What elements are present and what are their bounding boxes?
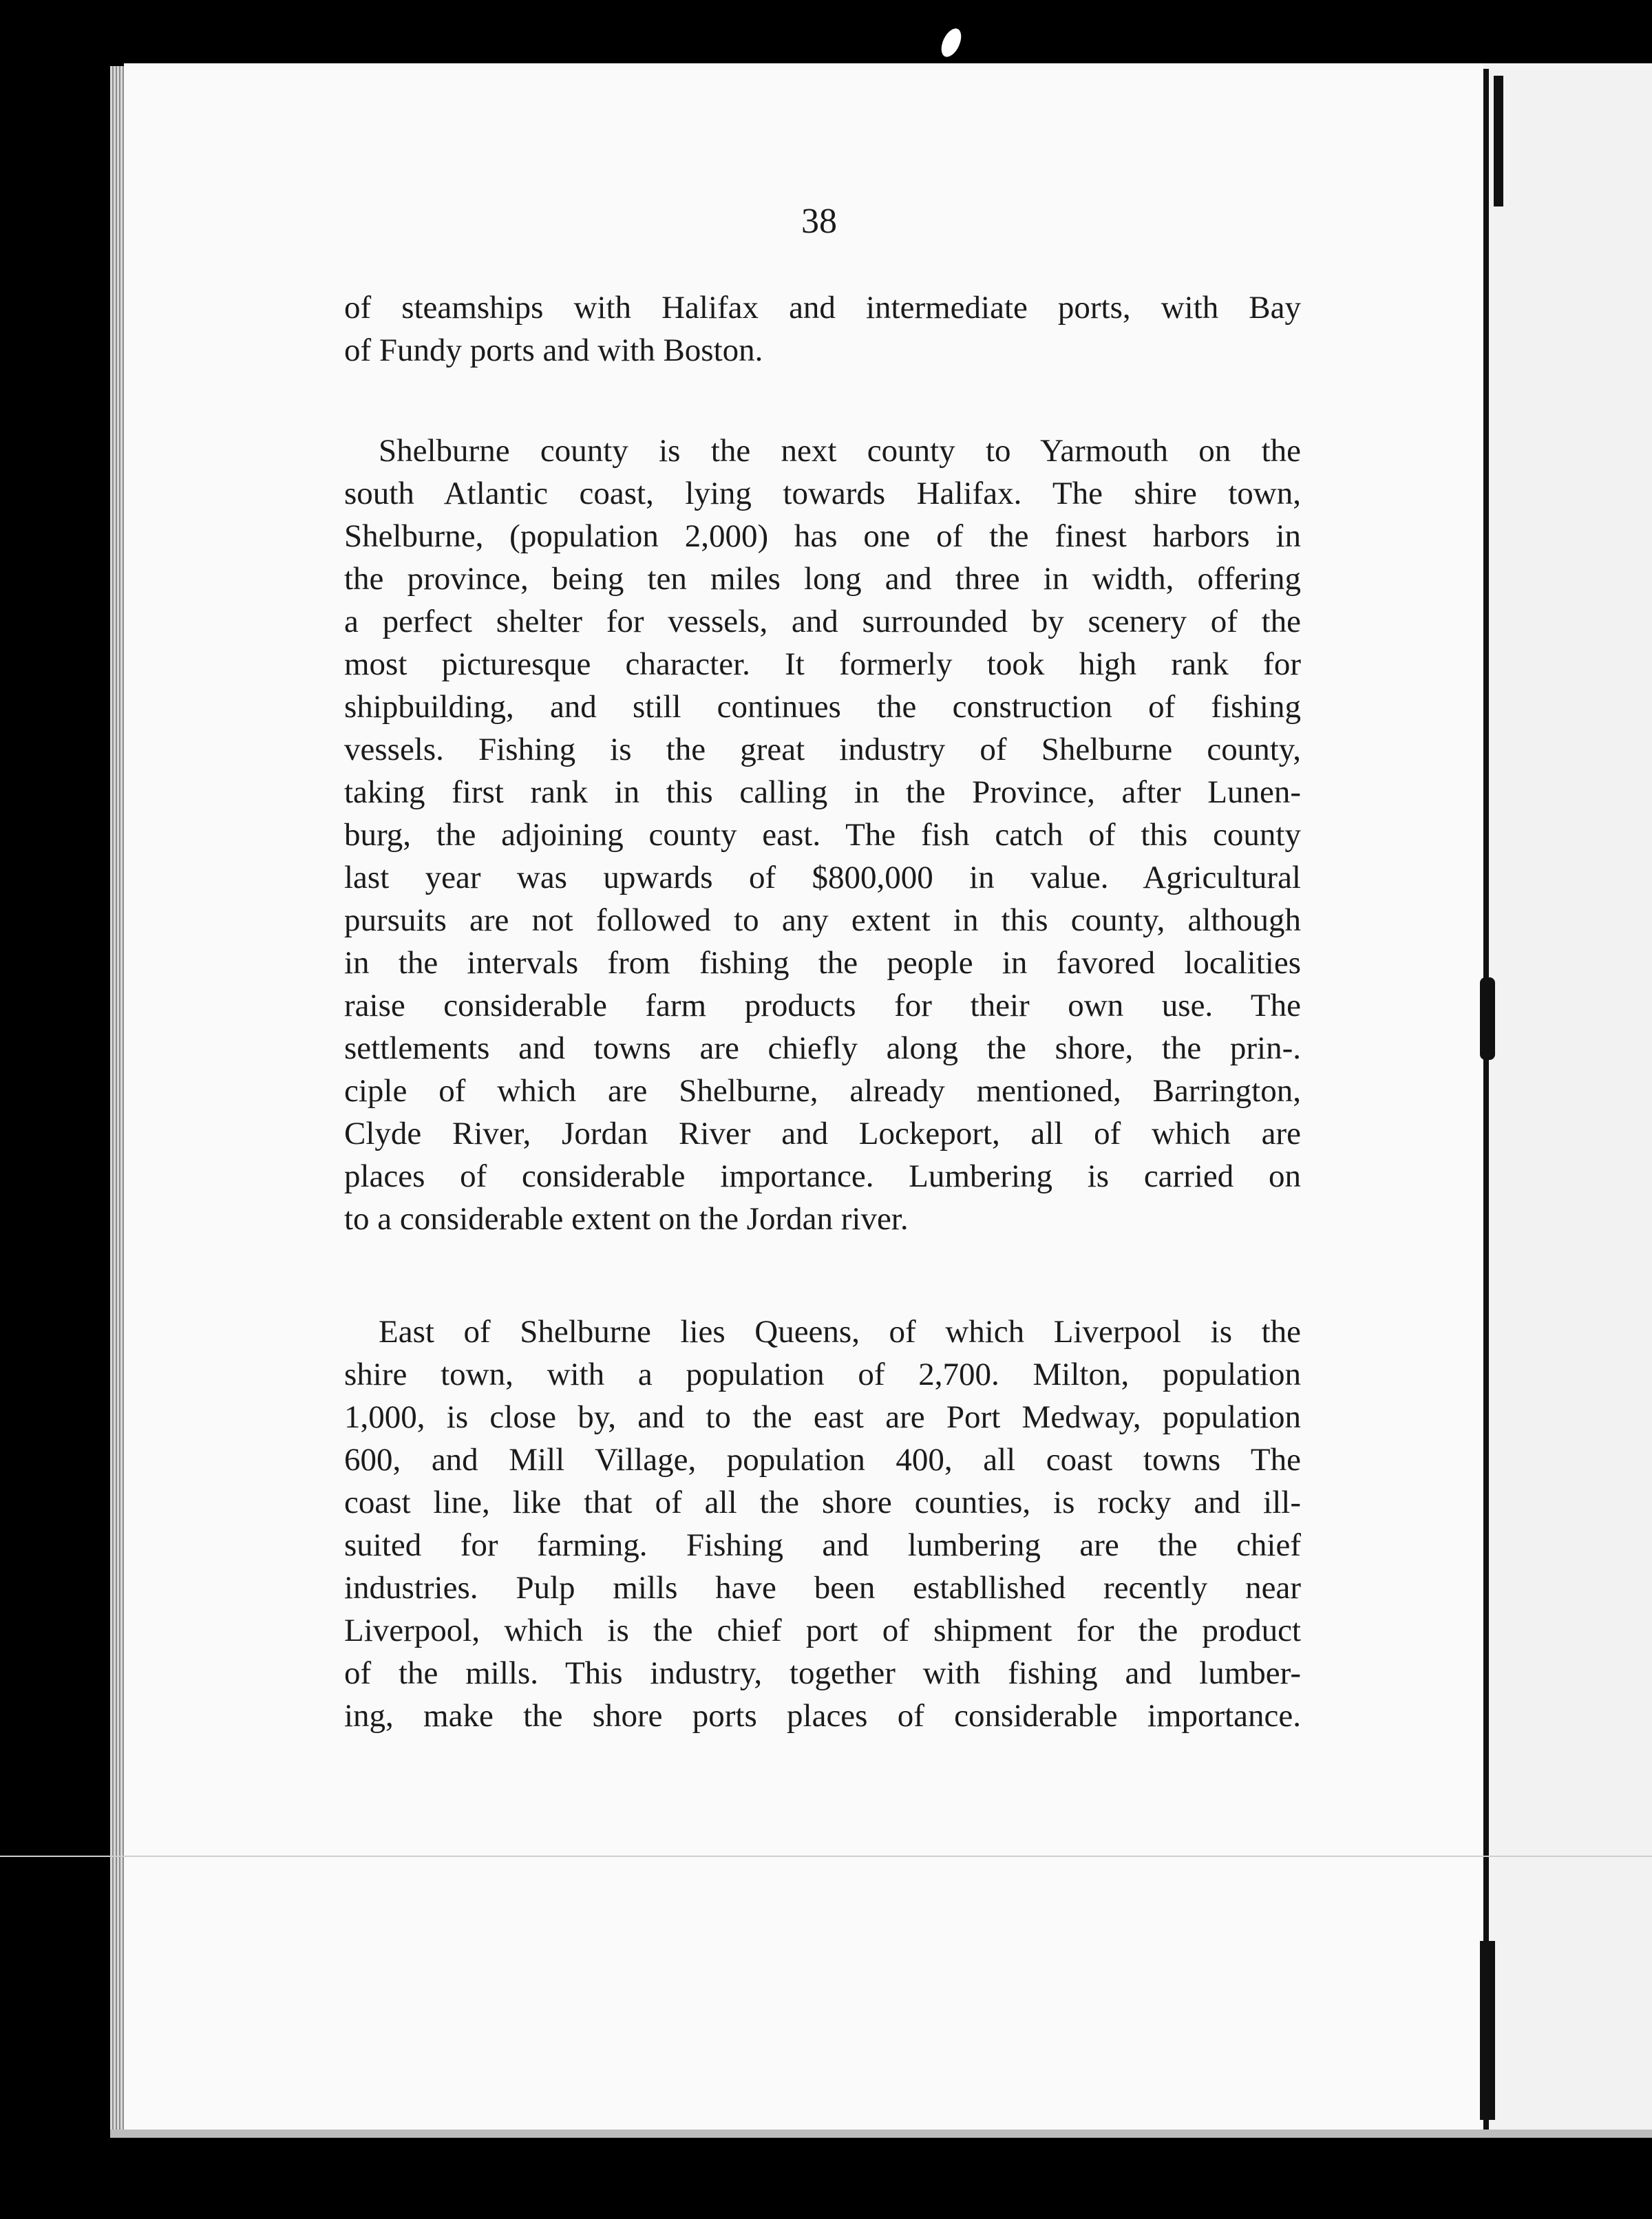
paragraph-1 [344, 286, 1301, 372]
book-spine [1483, 69, 1489, 2134]
paragraph-3 [344, 1310, 1301, 1737]
text-line: a perfect shelter for vessels, and surrounded by scenery of the [344, 604, 1301, 639]
scan-artifact-line [0, 1856, 1652, 1857]
text-line: East of Shelburne lies Queens, of which Liverpool is the [379, 1314, 1301, 1350]
spine-mark [1480, 977, 1495, 1060]
text-line: Clyde River, Jordan River and Lockeport, all of which are [344, 1116, 1301, 1151]
text-line: Shelburne county is the next county to Yarmouth on the [379, 433, 1301, 469]
page-number: 38 [801, 202, 837, 241]
text-line: pursuits are not followed to any extent in this county, although [344, 902, 1301, 938]
text-line: 1,000, is close by, and to the east are Port Medway, population [344, 1399, 1301, 1435]
text-line: suited for farming. Fishing and lumbering are the chief [344, 1527, 1301, 1563]
facing-page [1483, 63, 1652, 2130]
text-line: Shelburne, (population 2,000) has one of the finest harbors in [344, 518, 1301, 554]
text-line: vessels. Fishing is the great industry of Shelburne county, [344, 732, 1301, 767]
text-line: south Atlantic coast, lying towards Halifax. The shire town, [344, 476, 1301, 511]
text-line: raise considerable farm products for their own use. The [344, 988, 1301, 1023]
text-line: 600, and Mill Village, population 400, all coast towns The [344, 1442, 1301, 1478]
text-line: taking first rank in this calling in the Province, after Lunen- [344, 774, 1301, 810]
text-line: coast line, like that of all the shore counties, is rocky and ill- [344, 1485, 1301, 1520]
text-line: in the intervals from fishing the people in favored localities [344, 945, 1301, 981]
text-line: shire town, with a population of 2,700. Milton, population [344, 1357, 1301, 1392]
text-line: last year was upwards of $800,000 in value. Agricultural [344, 860, 1301, 895]
page-bottom-edge [110, 2130, 1652, 2138]
text-line: to a considerable extent on the Jordan river. [344, 1201, 909, 1237]
text-line: most picturesque character. It formerly took high rank for [344, 646, 1301, 682]
text-line: of steamships with Halifax and intermediate ports, with Bay [344, 290, 1301, 326]
spine-mark [1480, 1941, 1495, 2120]
paragraph-2 [344, 429, 1301, 1240]
text-line: of Fundy ports and with Boston. [344, 332, 763, 368]
text-line: the province, being ten miles long and three in width, offering [344, 561, 1301, 597]
text-line: ing, make the shore ports places of considerable importance. [344, 1698, 1301, 1734]
text-line: of the mills. This industry, together with fishing and lumber- [344, 1655, 1301, 1691]
text-line: settlements and towns are chiefly along the shore, the prin-. [344, 1030, 1301, 1066]
spine-mark [1494, 76, 1503, 206]
text-line: industries. Pulp mills have been establlished recently near [344, 1570, 1301, 1606]
text-line: Liverpool, which is the chief port of shipment for the product [344, 1613, 1301, 1648]
text-line: ciple of which are Shelburne, already mentioned, Barrington, [344, 1073, 1301, 1109]
text-line: burg, the adjoining county east. The fish catch of this county [344, 817, 1301, 853]
text-line: places of considerable importance. Lumbering is carried on [344, 1158, 1301, 1194]
text-line: shipbuilding, and still continues the construction of fishing [344, 689, 1301, 725]
